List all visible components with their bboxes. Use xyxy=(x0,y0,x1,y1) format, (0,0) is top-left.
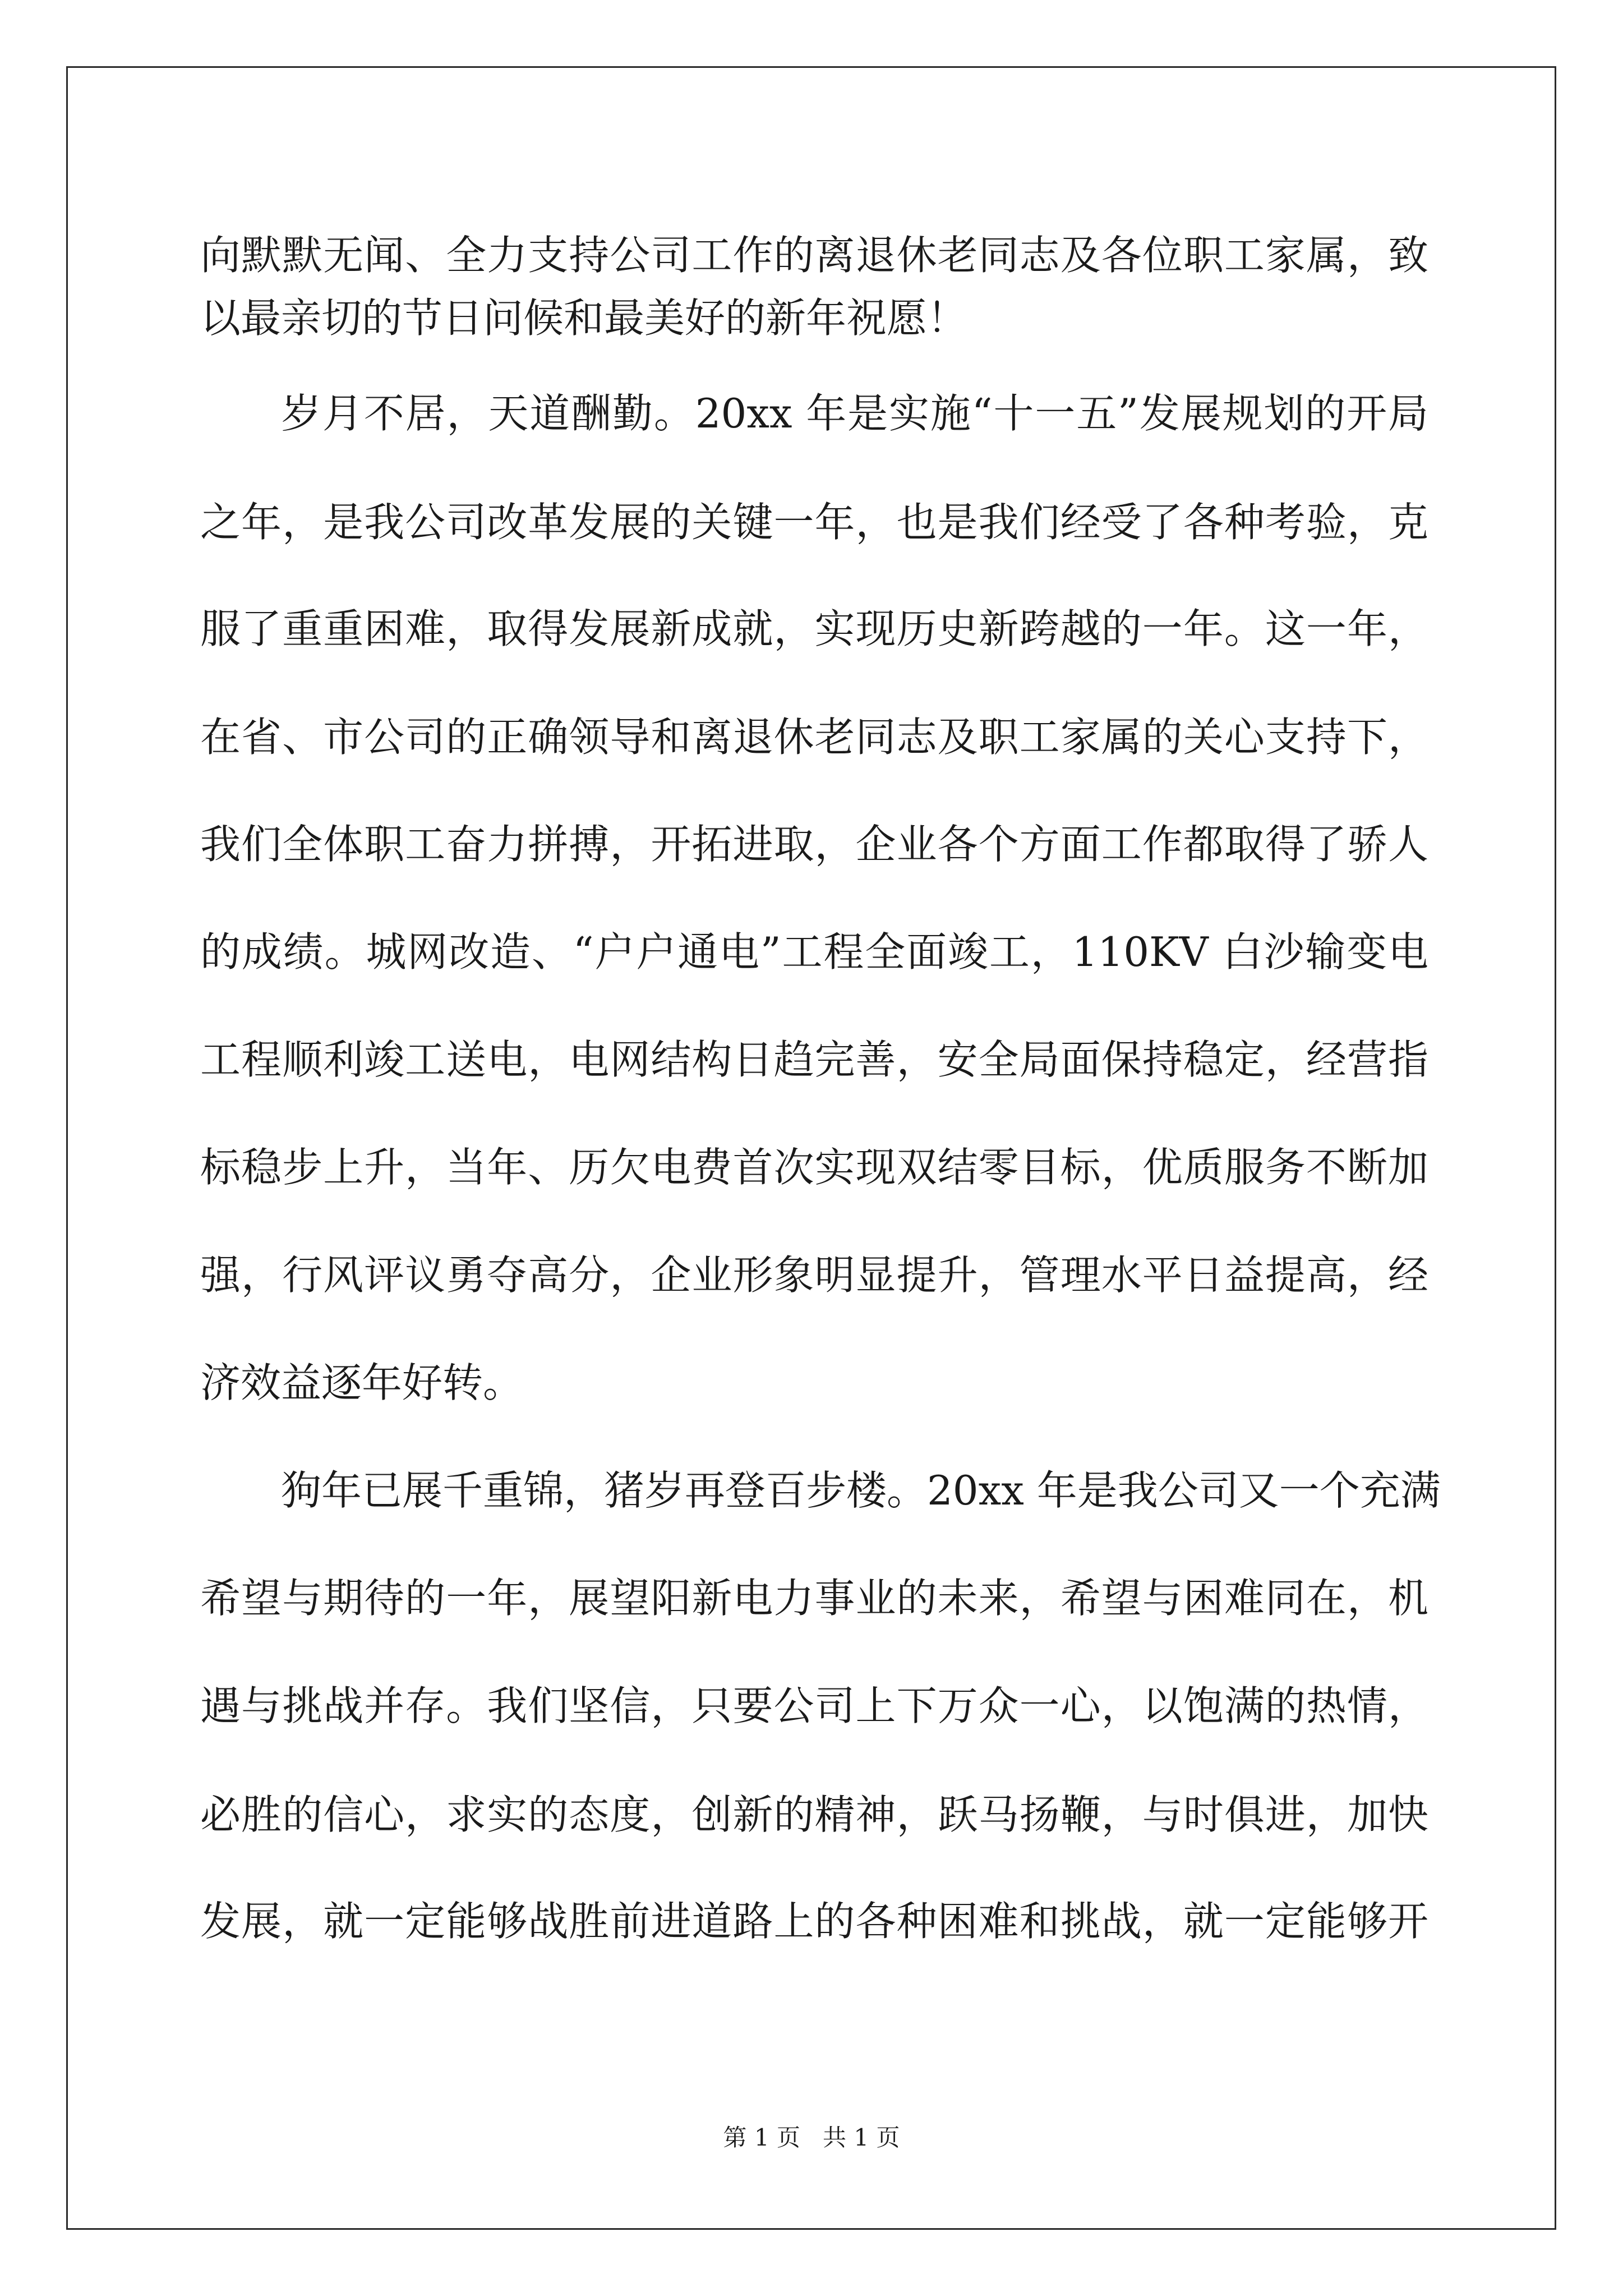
text-line: 希望与期待的一年，展望阳新电力事业的未来，希望与困难同在，机 xyxy=(200,1575,1428,1622)
page-total: 共 1 页 xyxy=(823,2124,900,2151)
text-line: 狗年已展千重锦，猪岁再登百步楼。20xx 年是我公司又一个充满 xyxy=(281,1467,1441,1514)
text-line: 的成绩。城网改造、“户户通电”工程全面竣工，110KV 白沙输变电 xyxy=(200,928,1428,976)
text-line: 工程顺利竣工送电，电网结构日趋完善，安全局面保持稳定，经营指 xyxy=(200,1036,1428,1083)
text-line: 服了重重困难，取得发展新成就，实现历史新跨越的一年。这一年， xyxy=(200,605,1428,652)
text-line: 发展，就一定能够战胜前进道路上的各种困难和挑战，就一定能够开 xyxy=(200,1898,1428,1945)
text-line: 之年，是我公司改革发展的关键一年，也是我们经受了各种考验，克 xyxy=(200,499,1428,546)
text-line: 向默默无闻、全力支持公司工作的离退休老同志及各位职工家属，致 xyxy=(200,232,1428,279)
page-footer xyxy=(0,2121,1623,2155)
text-line: 强，行风评议勇夺高分，企业形象明显提升，管理水平日益提高，经 xyxy=(200,1251,1428,1299)
page-number: 第 1 页 xyxy=(723,2124,800,2151)
text-line: 必胜的信心，求实的态度，创新的精神，跃马扬鞭，与时俱进，加快 xyxy=(200,1791,1428,1838)
text-line: 以最亲切的节日问候和最美好的新年祝愿！ xyxy=(200,295,968,342)
text-line: 我们全体职工奋力拼搏，开拓进取，企业各个方面工作都取得了骄人 xyxy=(200,821,1428,868)
text-line: 标稳步上升，当年、历欠电费首次实现双结零目标，优质服务不断加 xyxy=(200,1144,1428,1191)
text-line: 遇与挑战并存。我们坚信，只要公司上下万众一心，以饱满的热情， xyxy=(200,1682,1428,1729)
text-line: 在省、市公司的正确领导和离退休老同志及职工家属的关心支持下， xyxy=(200,714,1428,761)
text-line: 济效益逐年好转。 xyxy=(200,1359,524,1406)
text-line: 岁月不居，天道酬勤。20xx 年是实施“十一五”发展规划的开局 xyxy=(281,390,1428,437)
